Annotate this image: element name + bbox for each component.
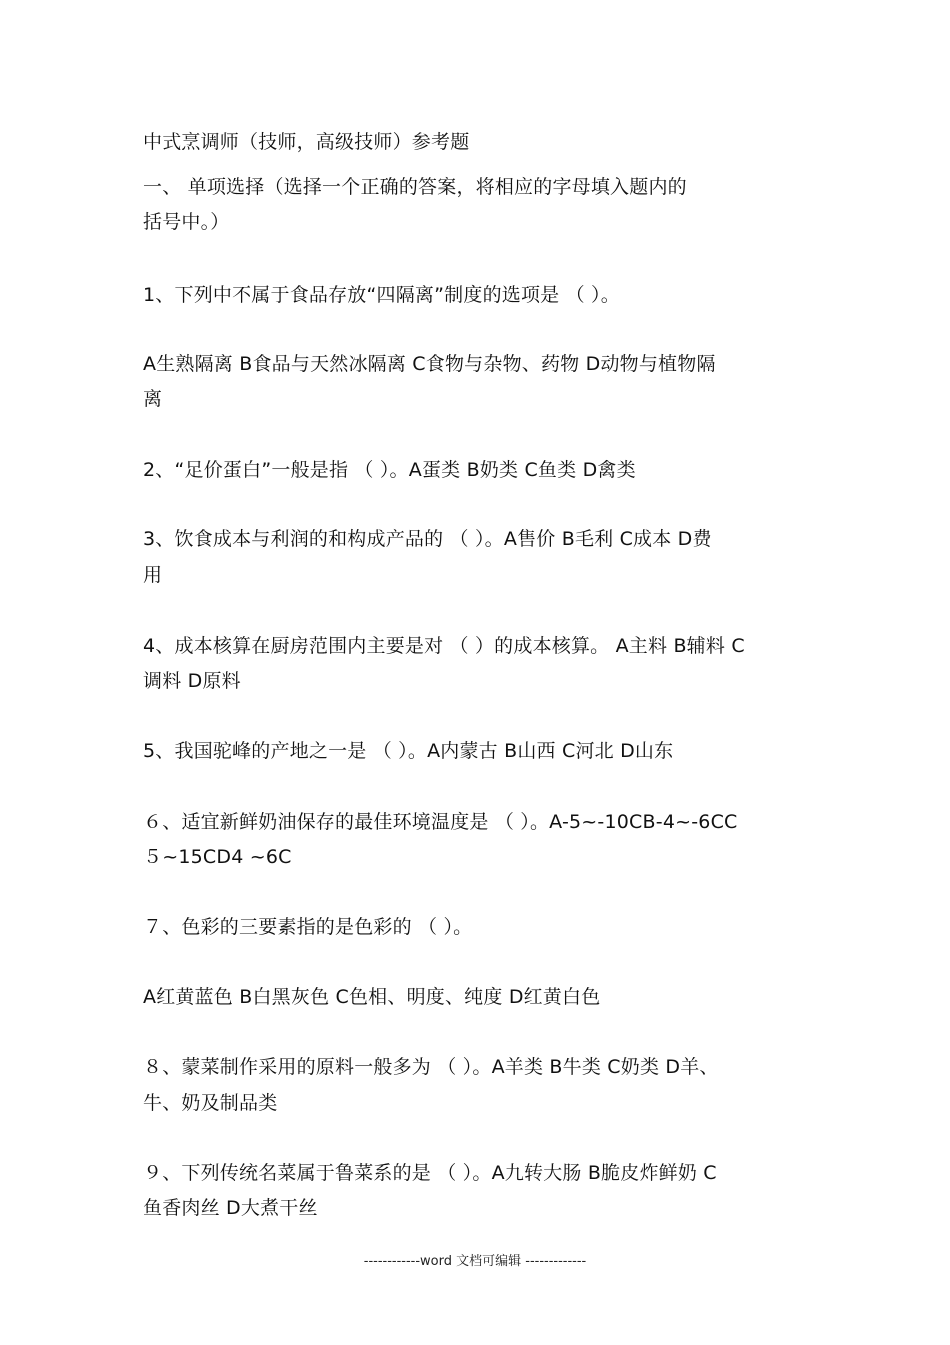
question-7-options: A红黄蓝色 B白黑灰色 C色相、明度、纯度 D红黄白色 (143, 986, 601, 1008)
document-title: 中式烹调师（技师，高级技师）参考题 (143, 131, 470, 153)
question-8-cont: 牛、奶及制品类 (143, 1092, 278, 1114)
section-heading-cont: 括号中。） (143, 211, 230, 233)
question-5: 5、我国驼峰的产地之一是 （ ）。A内蒙古 B山西 C河北 D山东 (143, 740, 674, 762)
question-9: ９、下列传统名菜属于鲁菜系的是 （ ）。A九转大肠 B脆皮炸鲜奶 C (143, 1162, 717, 1184)
question-1-options-cont: 离 (143, 388, 163, 410)
question-1: 1、下列中不属于食品存放“四隔离”制度的选项是 （ ）。 (143, 284, 620, 306)
question-4-cont: 调料 D原料 (143, 670, 241, 692)
page-footer: ------------word 文档可编辑 ------------- (363, 1254, 587, 1269)
question-7: ７、色彩的三要素指的是色彩的 （ ）。 (143, 916, 473, 938)
question-6: ６、适宜新鲜奶油保存的最佳环境温度是 （ ）。A-5~-10CB-4~-6CC (143, 811, 738, 833)
question-4: 4、成本核算在厨房范围内主要是对 （ ）的成本核算。 A主料 B辅料 C (143, 635, 745, 657)
question-2: 2、“足价蛋白”一般是指 （ ）。A蛋类 B奶类 C鱼类 D禽类 (143, 459, 636, 481)
question-8: ８、蒙菜制作采用的原料一般多为 （ ）。A羊类 B牛类 C奶类 D羊、 (143, 1056, 719, 1078)
question-1-options: A生熟隔离 B食品与天然冰隔离 C食物与杂物、药物 D动物与植物隔 (143, 353, 716, 375)
question-3: 3、饮食成本与利润的和构成产品的 （ ）。A售价 B毛利 C成本 D费 (143, 528, 712, 550)
question-6-cont: ５~15CD4 ~6C (143, 846, 292, 868)
section-heading: 一、 单项选择（选择一个正确的答案，将相应的字母填入题内的 (143, 176, 687, 198)
question-9-cont: 鱼香肉丝 D大煮干丝 (143, 1197, 318, 1219)
question-3-cont: 用 (143, 564, 163, 586)
